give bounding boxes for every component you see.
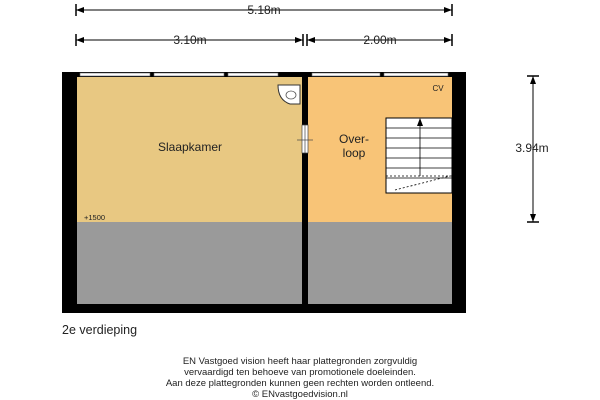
footer-line-2: vervaardigd ten behoeve van promotionele doeleinden. [184,367,416,378]
dimension-total-label: 5.18m [247,3,281,17]
height-marker-label: +1500 [84,213,106,222]
footer-line-3: Aan deze plattegronden kunnen geen rechten worden ontleend. [165,378,435,389]
landing-label-line1: Over- [339,132,369,146]
dimension-right-label: 2.00m [363,33,397,47]
floor-name: 2e verdieping [62,323,138,337]
footer-line-4: © ENvastgoedvision.nl [252,389,348,400]
windows-top [80,73,448,76]
dimension-height-label: 3.94m [515,141,549,155]
dimension-left-label: 3.10m [173,33,207,47]
bedroom-low-ceiling [77,222,302,304]
footer-line-1: EN Vastgoed vision heeft haar plattegronden zorgvuldig [182,356,418,367]
bedroom-label: Slaapkamer [157,140,223,154]
landing-label-line2: loop [342,146,366,160]
staircase [386,118,452,193]
landing-low-ceiling [308,222,452,304]
boiler-label: CV [432,84,444,93]
